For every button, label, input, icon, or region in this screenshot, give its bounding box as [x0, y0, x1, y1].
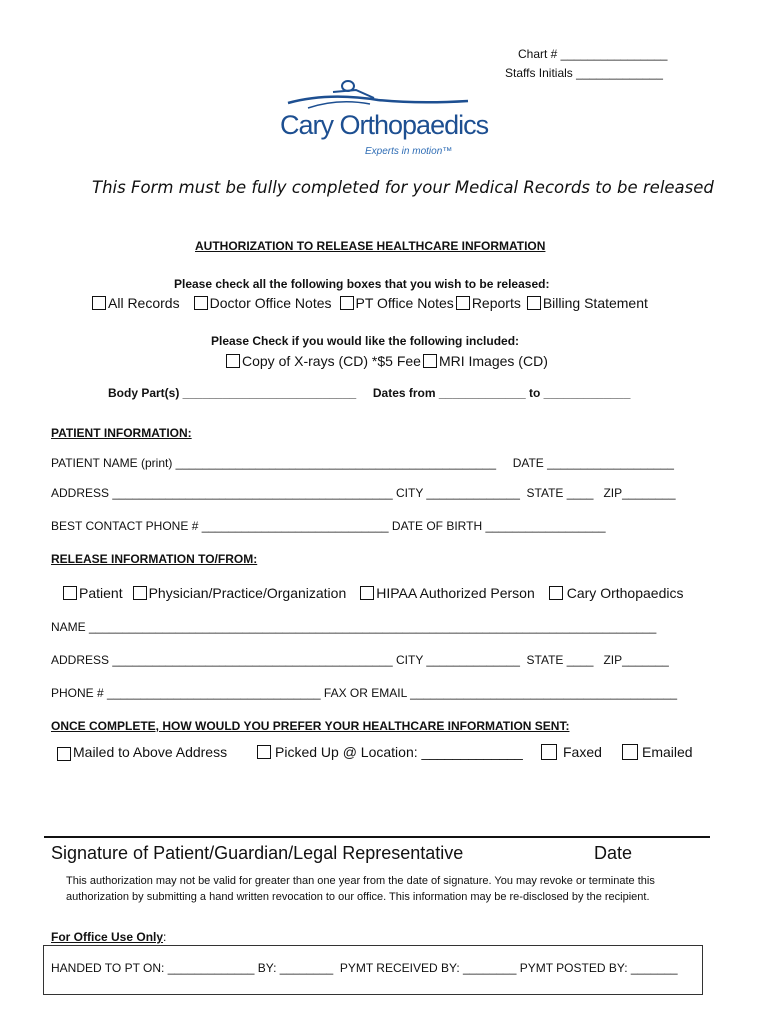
- delivery-heading: ONCE COMPLETE, HOW WOULD YOU PREFER YOUR HEALTHCARE INFORMATION SENT:: [51, 719, 570, 733]
- option-label: Physician/Practice/Organization: [148, 585, 347, 601]
- option-label: Faxed: [563, 744, 602, 760]
- checkbox[interactable]: [226, 354, 240, 368]
- option-label: HIPAA Authorized Person: [376, 585, 535, 601]
- staff-initials-field[interactable]: Staffs Initials _____________: [505, 66, 663, 80]
- option-label: PT Office Notes: [355, 295, 454, 311]
- disclaimer-line-1: This authorization may not be valid for greater than one year from the date of signature. You may revoke or terminate this: [66, 875, 655, 887]
- option-hipaa-person[interactable]: [360, 585, 535, 601]
- release-address-line[interactable]: ADDRESS __________________________________________ CITY ______________ STATE ____ ZIP_______: [51, 653, 669, 667]
- option-faxed[interactable]: [541, 744, 602, 760]
- checkbox[interactable]: [133, 586, 147, 600]
- option-all-records[interactable]: [92, 295, 180, 311]
- option-cary-orthopaedics[interactable]: [549, 585, 684, 601]
- option-label: Picked Up @ Location: _____________: [275, 744, 523, 760]
- form-title: This Form must be fully completed for your Medical Records to be released: [92, 178, 714, 197]
- option-emailed[interactable]: [622, 744, 693, 760]
- included-prompt: Please Check if you would like the following included:: [211, 334, 520, 348]
- checkbox[interactable]: [360, 586, 374, 600]
- checkbox[interactable]: [541, 744, 557, 760]
- option-label: Reports: [471, 295, 521, 311]
- option-label: Emailed: [642, 744, 693, 760]
- release-name-line[interactable]: NAME _____________________________________________________________________________________: [51, 620, 657, 634]
- release-options: [63, 585, 683, 601]
- option-physician[interactable]: [133, 585, 347, 601]
- office-use-heading: [51, 930, 166, 944]
- option-doctor-office-notes[interactable]: [194, 295, 332, 311]
- patient-address-line[interactable]: ADDRESS __________________________________________ CITY ______________ STATE ____ ZIP________: [51, 486, 676, 500]
- logo-tagline: Experts in motion™: [365, 146, 453, 157]
- option-label: Billing Statement: [542, 295, 648, 311]
- option-xray-copy[interactable]: [226, 353, 421, 369]
- option-billing-statement[interactable]: [527, 295, 648, 311]
- option-label: Doctor Office Notes: [209, 295, 332, 311]
- checkbox[interactable]: [340, 296, 354, 310]
- checkbox[interactable]: [92, 296, 106, 310]
- records-prompt: Please check all the following boxes that you wish to be released:: [174, 277, 550, 291]
- checkbox[interactable]: [527, 296, 541, 310]
- disclaimer-line-2: authorization by submitting a hand written revocation to our office. This information may be re-disclosed by the recipient.: [66, 891, 650, 903]
- checkbox[interactable]: [456, 296, 470, 310]
- option-mri-images[interactable]: [423, 353, 548, 369]
- option-pt-office-notes[interactable]: [340, 295, 454, 311]
- option-mailed[interactable]: [57, 743, 227, 761]
- checkbox[interactable]: [423, 354, 437, 368]
- option-patient[interactable]: [63, 585, 123, 601]
- option-picked-up[interactable]: [257, 744, 523, 760]
- signature-date-label: Date: [594, 843, 633, 863]
- patient-phone-line[interactable]: BEST CONTACT PHONE # ____________________________ DATE OF BIRTH __________________: [51, 519, 606, 533]
- office-use-colon: :: [163, 930, 167, 944]
- checkbox[interactable]: [257, 745, 271, 759]
- checkbox[interactable]: [549, 586, 563, 600]
- release-info-heading: RELEASE INFORMATION TO/FROM:: [51, 552, 258, 566]
- option-label: Patient: [79, 585, 123, 601]
- option-label: Cary Orthopaedics: [566, 585, 684, 601]
- logo-name: Cary Orthopaedics: [280, 110, 489, 140]
- records-options: [92, 295, 648, 311]
- option-label: MRI Images (CD): [438, 353, 548, 369]
- checkbox[interactable]: [63, 586, 77, 600]
- option-label: Copy of X-rays (CD) *$5 Fee: [242, 353, 421, 369]
- checkbox[interactable]: [57, 747, 71, 761]
- option-label: Mailed to Above Address: [73, 744, 228, 760]
- patient-name-line[interactable]: PATIENT NAME (print) ________________________________________________ DATE ___________________: [51, 456, 674, 470]
- checkbox[interactable]: [622, 744, 638, 760]
- option-reports[interactable]: [456, 295, 521, 311]
- body-parts-dates-line[interactable]: Body Part(s) __________________________ Dates from _____________ to _____________: [108, 386, 631, 400]
- chart-number-field[interactable]: Chart # ________________: [518, 47, 668, 61]
- office-use-line[interactable]: HANDED TO PT ON: _____________ BY: ________ PYMT RECEIVED BY: ________ PYMT POSTED BY: _______: [51, 961, 678, 975]
- logo: [278, 78, 489, 160]
- office-use-label: For Office Use Only: [51, 930, 164, 944]
- signature-line[interactable]: [44, 836, 710, 838]
- signature-label: Signature of Patient/Guardian/Legal Representative: [51, 843, 464, 863]
- release-phone-line[interactable]: PHONE # ________________________________ FAX OR EMAIL ________________________________________: [51, 686, 678, 700]
- authorization-heading: AUTHORIZATION TO RELEASE HEALTHCARE INFORMATION: [195, 239, 546, 253]
- patient-info-heading: PATIENT INFORMATION:: [51, 426, 192, 440]
- included-options: [226, 353, 548, 369]
- option-label: All Records: [108, 295, 180, 311]
- checkbox[interactable]: [194, 296, 208, 310]
